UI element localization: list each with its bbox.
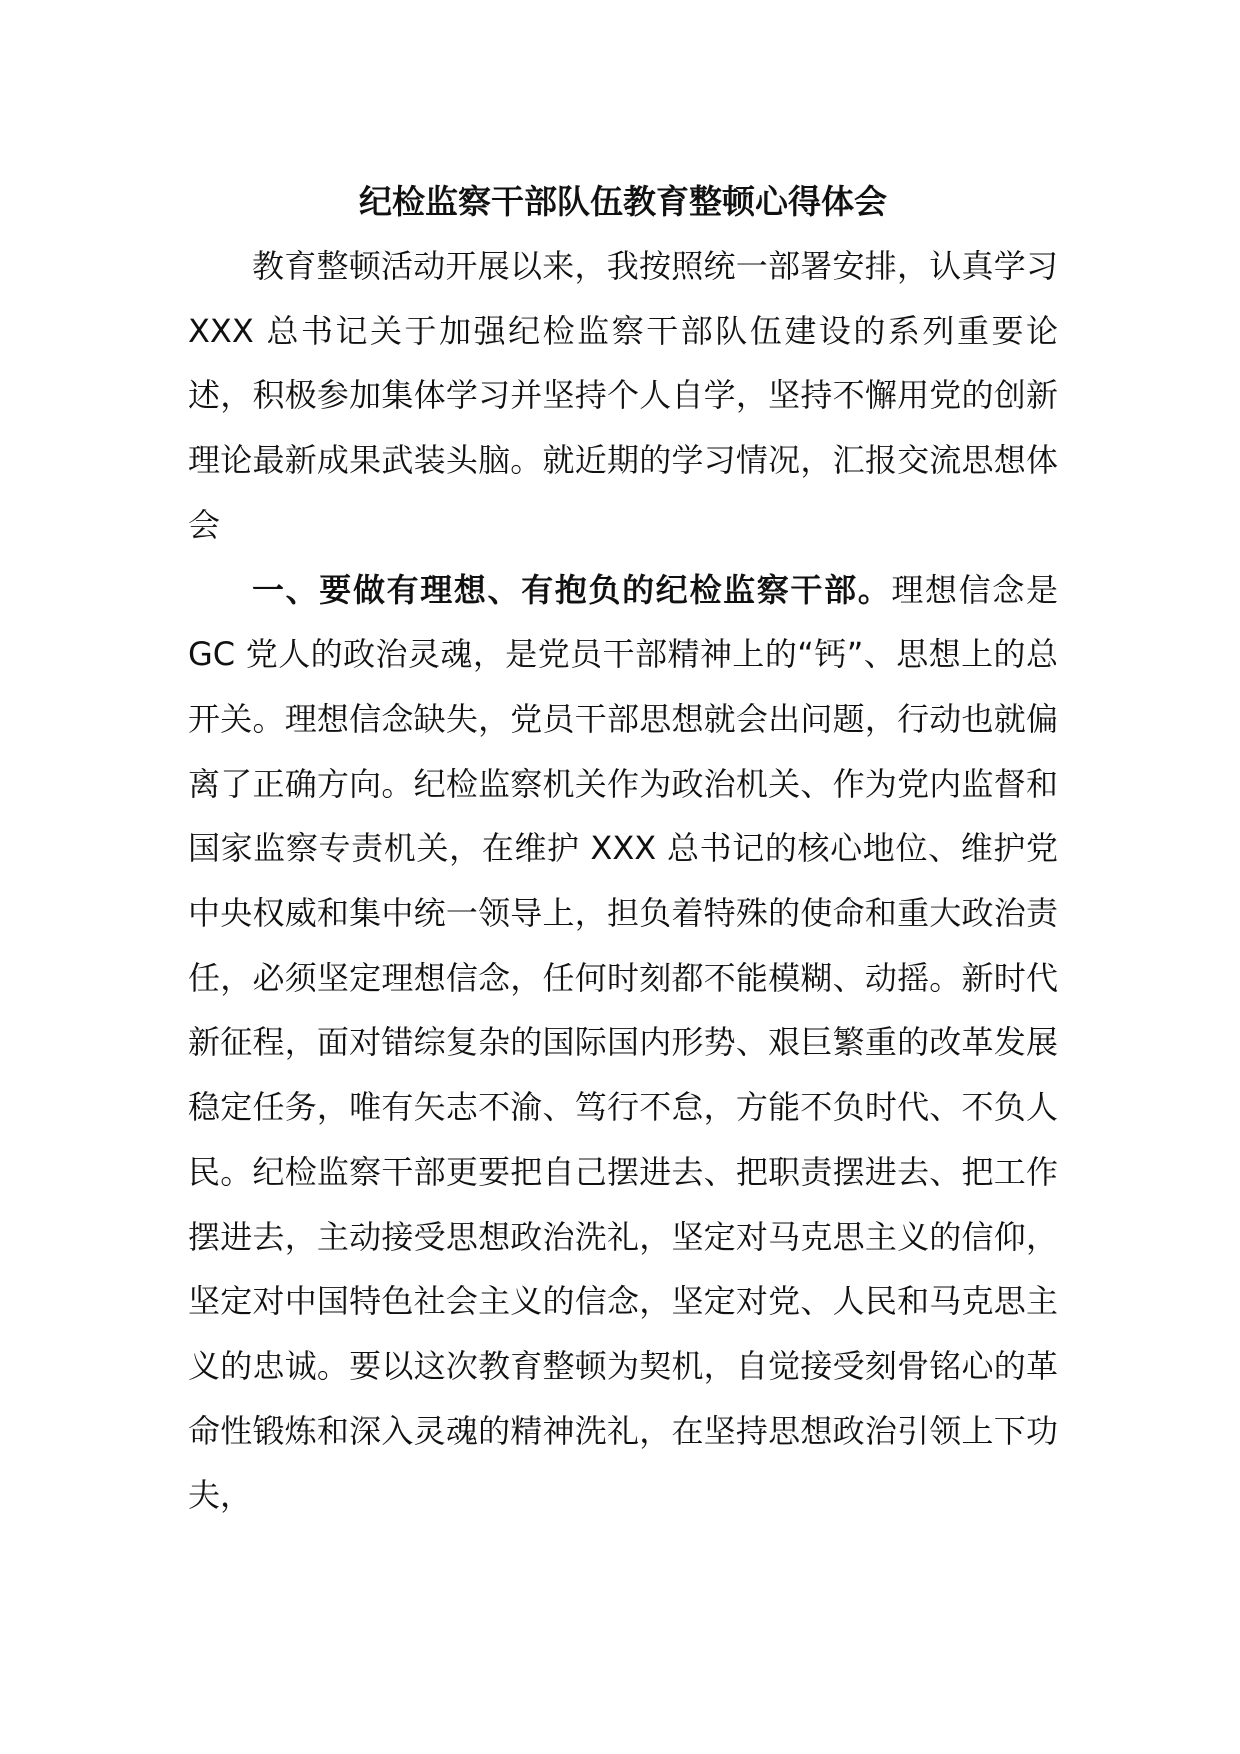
document-title: 纪检监察干部队伍教育整顿心得体会 [359, 182, 887, 221]
paragraph-text: 教育整顿活动开展以来，我按照统一部署安排，认真学习 XXX 总书记关于加强纪检监察干部队伍建设的系列重要论述，积极参加集体学习并坚持个人自学，坚持不懈用党的创新理论最新成果武装头脑。就近期的学习情况，汇报交流思想体会 [188, 247, 1058, 544]
paragraph-section-1 [188, 558, 1058, 1529]
section-heading: 一、要做有理想、有抱负的纪检监察干部。 [252, 570, 892, 609]
paragraph-intro [188, 234, 1058, 558]
paragraph-text: 理想信念是 GC 党人的政治灵魂，是党员干部精神上的“钙”、思想上的总开关。理想信念缺失，党员干部思想就会出问题，行动也就偏离了正确方向。纪检监察机关作为政治机关、作为党内监督和国家监察专责机关，在维护 XXX 总书记的核心地位、维护党中央权威和集中统一领导上，担负着特殊的使命和重大政治责任，必须坚定理想信念，任何时刻都不能模糊、动摇。新时代新征程，面对错综复杂的国际国内形势、艰巨繁重的改革发展稳定任务，唯有矢志不渝、笃行不怠，方能不负时代、不负人民。纪检监察干部更要把自己摆进去、把职责摆进去、把工作摆进去，主动接受思想政治洗礼，坚定对马克思主义的信仰，坚定对中国特色社会主义的信念，坚定对党、人民和马克思主义的忠诚。要以这次教育整顿为契机，自觉接受刻骨铭心的革命性锻炼和深入灵魂的精神洗礼，在坚持思想政治引领上下功夫， [188, 570, 1058, 1515]
document-body [188, 170, 1058, 1528]
